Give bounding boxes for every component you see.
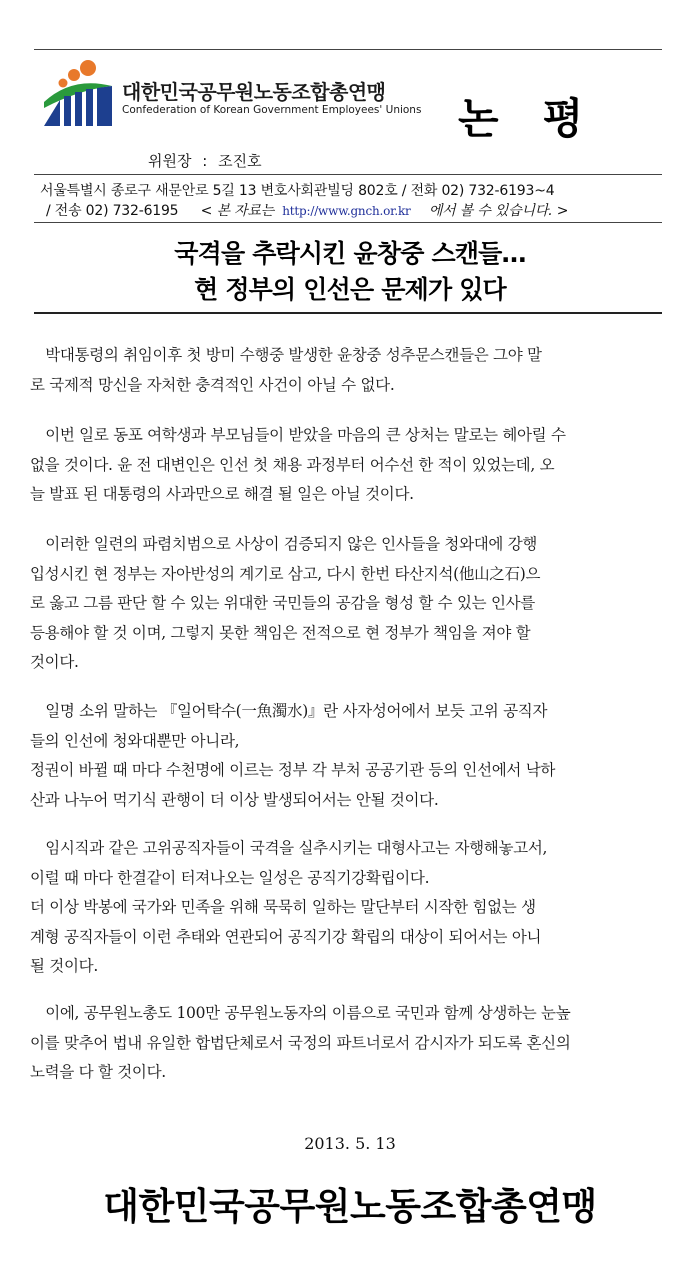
- paragraph-line: 입성시킨 현 정부는 자아반성의 계기로 삼고, 다시 한번 타산지석(他山之石)으: [30, 564, 541, 583]
- org-name-english: Confederation of Korean Government Employees' Unions: [122, 104, 422, 116]
- address-line: 서울특별시 종로구 새문안로 5길 13 변호사회관빌딩 802호 / 전화 02) 732-6193~4: [40, 183, 555, 199]
- paragraph-line: 일명 소위 말하는 『일어탁수(一魚濁水)』란 사자성어에서 보듯 고위 공직자: [30, 702, 548, 720]
- website-link[interactable]: http://www.gnch.or.kr: [282, 204, 411, 218]
- address-top-rule: [34, 174, 662, 175]
- paragraph-line: 이번 일로 동포 여학생과 부모님들이 받았을 마음의 큰 상처는 말로는 헤아릴 수: [30, 426, 566, 444]
- paragraph-line: 등용해야 할 것 이며, 그렇지 못한 책임은 전적으로 현 정부가 책임을 져야 할: [30, 623, 531, 642]
- paragraph-line: 될 것이다.: [30, 957, 98, 975]
- paragraph-line: 이러한 일련의 파렴치범으로 사상이 검증되지 않은 인사들을 청와대에 강행: [30, 535, 538, 553]
- union-logo-icon: [38, 56, 116, 128]
- paragraph-line: 이를 맞추어 법내 유일한 합법단체로서 국정의 파트너로서 감시자가 되도록 혼신의: [30, 1033, 571, 1052]
- paragraph-5: [30, 834, 662, 982]
- paragraph-line: 산과 나누어 먹기식 관행이 더 이상 발생되어서는 안될 것이다.: [30, 790, 439, 809]
- footer-org-name: 대한민국공무원노동조합총연맹: [103, 1185, 597, 1228]
- org-name-korean: 대한민국공무원노동조합총연맹: [122, 80, 386, 104]
- note-prefix: < 본 자료는: [200, 203, 274, 219]
- paragraph-6: [30, 999, 662, 1088]
- paragraph-line: 노력을 다 할 것이다.: [30, 1063, 166, 1081]
- paragraph-1: [30, 341, 662, 400]
- contact-line: [46, 200, 676, 220]
- chair-name: 조진호: [218, 152, 262, 170]
- paragraph-line: 들의 인선에 청와대뿐만 아니라,: [30, 731, 240, 750]
- paragraph-3: [30, 530, 662, 678]
- release-date: 2013. 5. 13: [304, 1134, 396, 1153]
- org-logo: [38, 56, 458, 130]
- paragraph-line: 계형 공직자들이 이런 추태와 연관되어 공직기강 확립의 대상이 되어서는 아니: [30, 927, 542, 946]
- paragraph-line: 로 국제적 망신을 자처한 충격적인 사건이 아닐 수 없다.: [30, 375, 395, 394]
- headline-line-1: 국격을 추락시킨 윤창중 스캔들…: [174, 239, 526, 268]
- paragraph-line: 이럴 때 마다 한결같이 터져나오는 일성은 공직기강확립이다.: [30, 868, 430, 887]
- paragraph-line: 로 옳고 그름 판단 할 수 있는 위대한 국민들의 공감을 형성 할 수 있는 인사를: [30, 594, 535, 612]
- chair-label: 위원장: [148, 152, 192, 170]
- address-bottom-rule: [34, 222, 662, 223]
- fax-number: / 전송 02) 732-6195: [46, 203, 179, 219]
- chair-separator: :: [202, 152, 208, 170]
- paragraph-line: 것이다.: [30, 653, 79, 671]
- paragraph-line: 박대통령의 취임이후 첫 방미 수행중 발생한 윤창중 성추문스캔들은 그야 말: [30, 346, 542, 364]
- paragraph-line: 늘 발표 된 대통령의 사과만으로 해결 될 일은 아닐 것이다.: [30, 485, 414, 503]
- note-suffix: 에서 볼 수 있습니다. >: [428, 203, 569, 219]
- chairperson: [148, 150, 268, 171]
- headline-line-2: 현 정부의 인선은 문제가 있다: [194, 275, 506, 304]
- paragraph-4: [30, 697, 662, 815]
- paragraph-line: 임시직과 같은 고위공직자들이 국격을 실추시키는 대형사고는 자행해놓고서,: [30, 839, 548, 857]
- paragraph-2: [30, 421, 662, 510]
- paragraph-line: 이에, 공무원노총도 100만 공무원노동자의 이름으로 국민과 함께 상생하는 눈높: [30, 1004, 571, 1022]
- title-bottom-rule: [34, 312, 662, 314]
- top-rule: [34, 49, 662, 50]
- paragraph-line: 정권이 바뀔 때 마다 수천명에 이르는 정부 각 부처 공공기관 등의 인선에서 낙하: [30, 761, 556, 779]
- paragraph-line: 더 이상 박봉에 국가와 민족을 위해 묵묵히 일하는 말단부터 시작한 힘없는 생: [30, 898, 536, 916]
- paragraph-line: 없을 것이다. 윤 전 대변인은 인선 첫 채용 과정부터 어수선 한 적이 있었는데, 오: [30, 455, 555, 474]
- document-type: 논평: [458, 94, 628, 143]
